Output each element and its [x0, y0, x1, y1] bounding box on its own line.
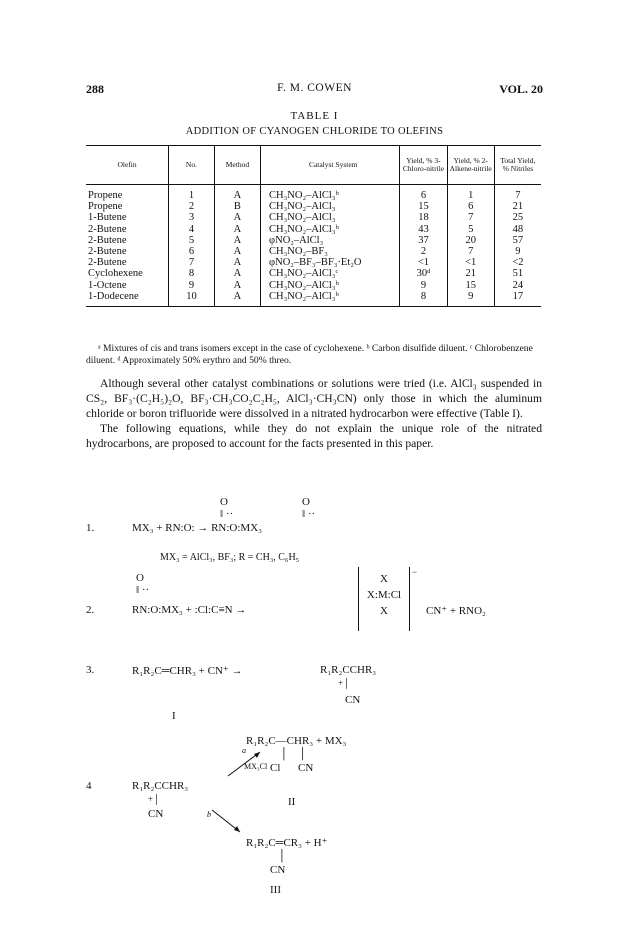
cell-no: 4 [169, 224, 215, 235]
cell-total-yield: 17 [494, 291, 541, 307]
running-author: F. M. COWEN [277, 82, 352, 94]
page-number: 288 [86, 82, 104, 96]
cell-yield-alkene: 15 [447, 280, 494, 291]
cell-yield-chloro: 43 [400, 224, 447, 235]
path-a-label: a [242, 746, 246, 755]
path-a-arrow [226, 748, 266, 778]
equation-2-right: CN⁺ + RNO₂ [426, 605, 486, 617]
cell-yield-alkene: 21 [447, 268, 494, 279]
cell-catalyst: CH₃NO₂–AlCl₃ [261, 201, 400, 212]
cell-yield-alkene: 9 [447, 291, 494, 307]
olefin-addition-table [86, 145, 541, 307]
cell-yield-alkene: 7 [447, 246, 494, 257]
complex-top-x: X [380, 573, 388, 585]
table-subtitle: ADDITION OF CYANOGEN CHLORIDE TO OLEFINS [185, 126, 444, 137]
equation-4b-cn: CN [270, 864, 286, 876]
cell-catalyst: φNO₂–AlCl₃ [261, 235, 400, 246]
table-caption [86, 110, 543, 137]
equation-4a-cn: CN [298, 762, 314, 774]
cell-total-yield: 51 [494, 268, 541, 279]
cell-no: 3 [169, 212, 215, 223]
paragraph: Although several other catalyst combinations or solutions were tried (i.e. AlCl₃ suspended in CS₂, BF₃·(C₂H₅)₂O, BF₃·CH₃CO₂C₂H₅, AlCl₃·CH₃CN) only those in which the aluminum chloride or boron trifluoride were dissolved in a nitrated hydrocarbon were effective (Table I). [86, 377, 542, 420]
cell-method: A [214, 224, 260, 235]
table-row [86, 235, 541, 246]
cell-no: 10 [169, 291, 215, 307]
cell-no: 6 [169, 246, 215, 257]
volume-number: VOL. 20 [499, 82, 543, 96]
cell-yield-chloro: 37 [400, 235, 447, 246]
cell-total-yield: 25 [494, 212, 541, 223]
equation-4a-reagent: MX₃Cl [244, 762, 268, 771]
cell-yield-alkene: 7 [447, 212, 494, 223]
paragraph: The following equations, while they do not explain the unique role of the nitrated hydrocarbons, are proposed to account for the facts presented in this paper. [86, 422, 542, 450]
cell-total-yield: 24 [494, 280, 541, 291]
bracketed-complex [358, 567, 410, 631]
cell-catalyst: CH₃NO₂–AlCl₃ᵇ [261, 185, 400, 202]
cell-yield-chloro: 30ᵈ [400, 268, 447, 279]
cell-olefin: Propene [88, 201, 123, 213]
col-method: Method [214, 146, 260, 185]
cell-method: A [214, 291, 260, 307]
cell-olefin: 1-Dodecene [86, 291, 169, 307]
cell-catalyst: CH₃NO₂–AlCl₃ᶜ [261, 268, 400, 279]
cell-yield-chloro: <1 [400, 257, 447, 268]
equation-number: 4 [86, 780, 92, 792]
cell-method: A [214, 185, 260, 202]
carbocation-bond: +│ [338, 678, 350, 688]
equation-3-cn: CN [345, 694, 361, 706]
equation-number: 2. [86, 604, 95, 616]
cell-total-yield: 21 [494, 201, 541, 212]
cell-method: B [214, 201, 260, 212]
cell-no: 1 [169, 185, 215, 202]
cell-catalyst: CH₃NO₂–AlCl₃ [261, 212, 400, 223]
bond-line: │ [278, 850, 286, 862]
table-row [86, 201, 541, 212]
cell-yield-chloro: 18 [400, 212, 447, 223]
equation-number: 1. [86, 522, 95, 534]
cell-yield-chloro: 9 [400, 280, 447, 291]
complex-bottom-x: X [380, 605, 388, 617]
cell-method: A [214, 246, 260, 257]
cell-no: 2 [169, 201, 215, 212]
col-total-yield: Total Yield, % Nitriles [494, 146, 541, 185]
equation-1: MX₃ + RN:O: → RN:O:MX₃ [132, 522, 262, 534]
cell-total-yield: 48 [494, 224, 541, 235]
cell-yield-alkene: <1 [447, 257, 494, 268]
cell-no: 5 [169, 235, 215, 246]
cell-total-yield: 9 [494, 246, 541, 257]
bond-lines: │ │ [280, 748, 307, 760]
cell-olefin: 2-Butene [88, 234, 127, 246]
carbonyl-o-mark: O ‖ ·· [220, 496, 234, 520]
cell-olefin: 1-Butene [88, 212, 127, 224]
label-intermediate-ii: II [288, 796, 296, 808]
label-intermediate-i: I [172, 710, 176, 722]
cell-olefin: 1-Octene [88, 279, 127, 291]
carbonyl-o-mark: O ‖ ·· [136, 572, 150, 596]
equation-1-note: MX₃ = AlCl₃, BF₃; R = CH₃, C₆H₅ [160, 552, 300, 563]
carbonyl-o-mark: O ‖ ·· [302, 496, 316, 520]
col-no: No. [169, 146, 215, 185]
cell-yield-chloro: 2 [400, 246, 447, 257]
cell-yield-chloro: 6 [400, 185, 447, 202]
col-catalyst: Catalyst System [261, 146, 400, 185]
table-footnote: ᵃ Mixtures of cis and trans isomers except in the case of cyclohexene. ᵇ Carbon disulfide diluent. ᶜ Chlorobenzene diluent. ᵈ Approximately 50% erythro and 50% threo. [86, 343, 533, 366]
cell-catalyst: φNO₂–BF₃–BF₃·Et₂O [261, 257, 400, 268]
charge-minus: − [412, 567, 418, 577]
cell-olefin: 2-Butene [88, 257, 127, 269]
cell-method: A [214, 212, 260, 223]
equation-3-left: R₁R₂C═CHR₃ + CN⁺ → [132, 665, 243, 677]
cell-catalyst: CH₃NO₂–AlCl₃ᵇ [261, 280, 400, 291]
cell-yield-alkene: 1 [447, 185, 494, 202]
table-title: TABLE I [290, 110, 339, 122]
cell-yield-chloro: 15 [400, 201, 447, 212]
cell-yield-alkene: 20 [447, 235, 494, 246]
cell-olefin: 2-Butene [88, 223, 127, 235]
equation-3-product: R₁R₂CCHR₃ [320, 664, 377, 676]
table-row [86, 185, 541, 202]
running-header [86, 82, 543, 102]
cell-total-yield: 57 [494, 235, 541, 246]
col-yield-alkene: Yield, % 2-Alkene-nitrile [447, 146, 494, 185]
cell-yield-alkene: 6 [447, 201, 494, 212]
col-olefin: Olefin [86, 146, 169, 185]
cell-olefin: Cyclohexene [88, 268, 143, 280]
cell-no: 8 [169, 268, 215, 279]
equation-4-start: R₁R₂CCHR₃ [132, 780, 189, 792]
cell-catalyst: CH₃NO₂–AlCl₃ᵇ [261, 224, 400, 235]
cell-olefin: Propene [88, 190, 123, 201]
table-header-row [86, 146, 541, 185]
cell-yield-alkene: 5 [447, 224, 494, 235]
col-yield-chloro: Yield, % 3-Chloro-nitrile [400, 146, 447, 185]
equation-2-left: RN:O:MX₃ + :Cl:C≡N → [132, 604, 247, 616]
equation-4a-product: R₁R₂C—CHR₃ + MX₃ [246, 735, 347, 747]
table-row [86, 246, 541, 257]
cell-catalyst: CH₃NO₂–AlCl₃ᵇ [261, 291, 400, 307]
table-row [86, 257, 541, 268]
cell-total-yield: 7 [494, 185, 541, 202]
body-text [86, 376, 542, 451]
table-row [86, 224, 541, 235]
cell-no: 7 [169, 257, 215, 268]
equation-4-start-cn: CN [148, 808, 164, 820]
equation-4a-cl: Cl [270, 762, 281, 774]
cell-yield-chloro: 8 [400, 291, 447, 307]
equation-number: 3. [86, 664, 95, 676]
cell-method: A [214, 257, 260, 268]
table-row [86, 212, 541, 223]
cell-olefin: 2-Butene [88, 246, 127, 258]
complex-center: X:M:Cl [366, 589, 402, 601]
carbocation-bond: +│ [148, 794, 160, 804]
cell-method: A [214, 235, 260, 246]
cell-catalyst: CH₃NO₂–BF₃ [261, 246, 400, 257]
equation-4b-product: R₁R₂C═CR₃ + H⁺ [246, 837, 328, 849]
cell-total-yield: <2 [494, 257, 541, 268]
label-intermediate-iii: III [270, 884, 281, 896]
table-row [86, 280, 541, 291]
cell-method: A [214, 280, 260, 291]
path-b-label: b [207, 810, 211, 819]
cell-no: 9 [169, 280, 215, 291]
table-row [86, 268, 541, 279]
cell-method: A [214, 268, 260, 279]
table-row [86, 291, 541, 307]
path-b-arrow [210, 808, 244, 836]
